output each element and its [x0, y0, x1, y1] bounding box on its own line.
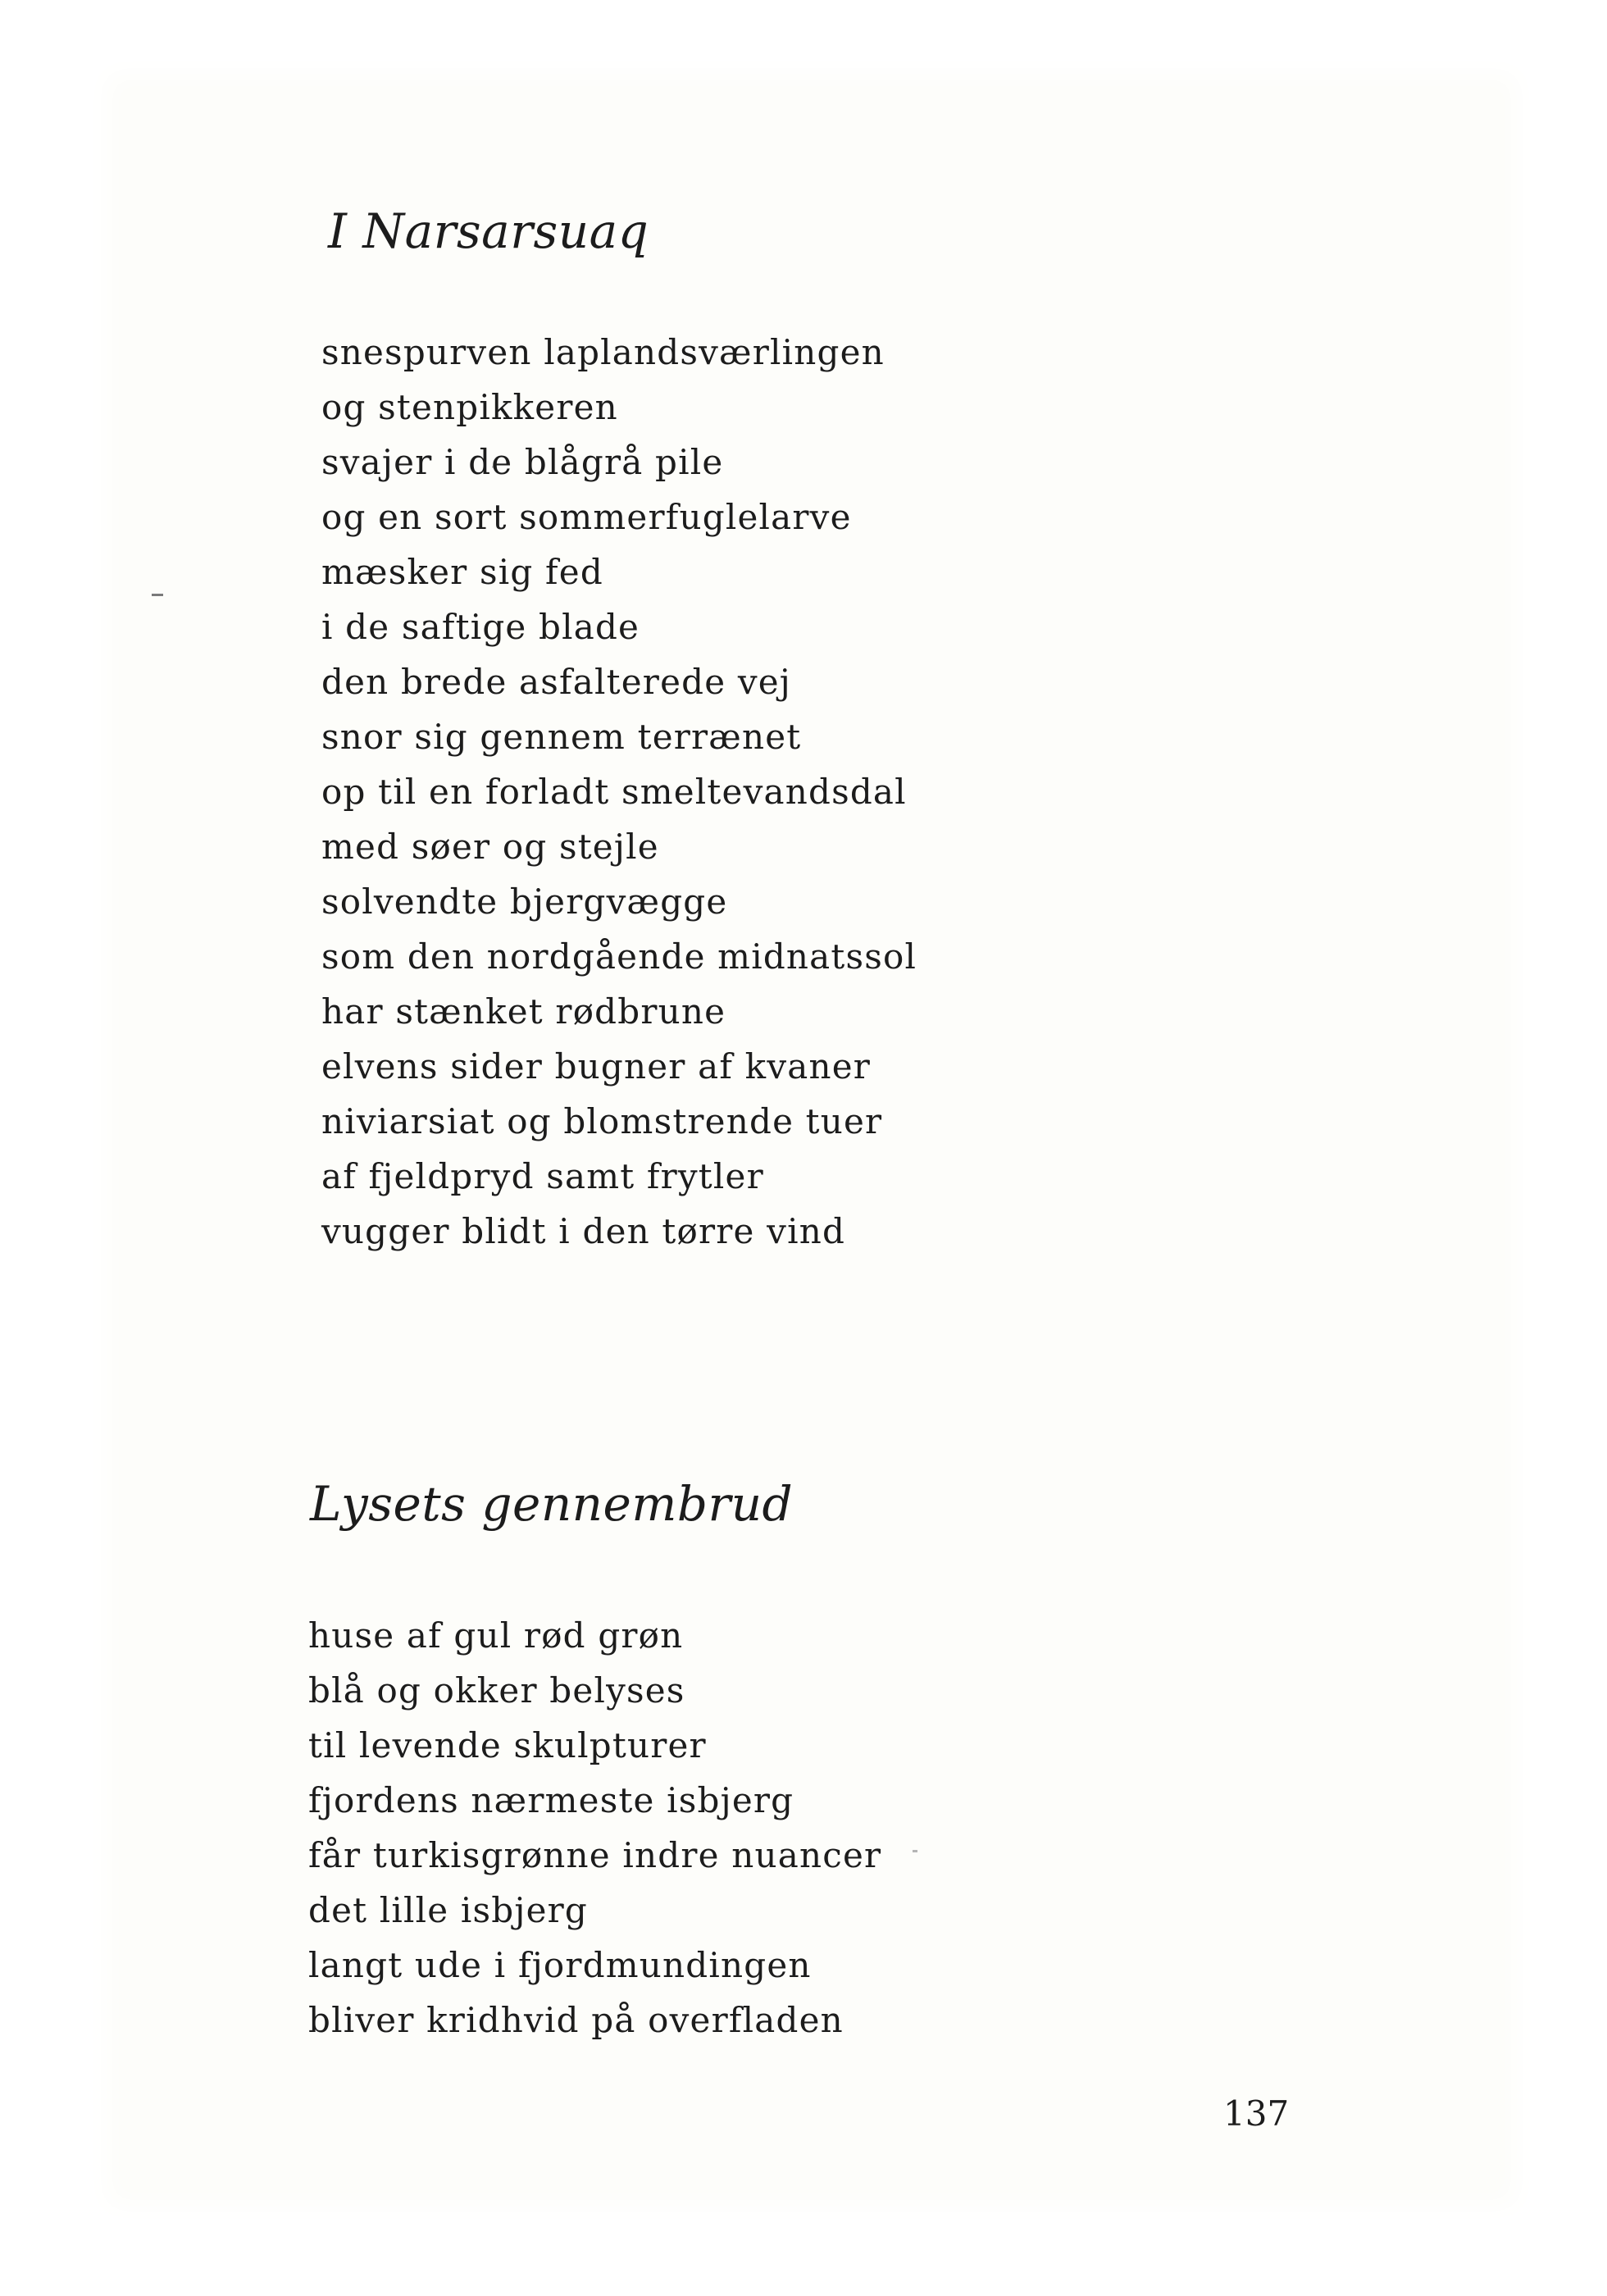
poem-lysets-gennembrud — [310, 1476, 881, 2048]
poem-line: solvendte bjergvægge — [321, 882, 728, 922]
poem-line: snor sig gennem terrænet — [321, 717, 802, 757]
poem-line: svajer i de blågrå pile — [321, 442, 724, 482]
poem-line: bliver kridhvid på overfladen — [308, 2000, 844, 2040]
poem-line: får turkisgrønne indre nuancer — [308, 1835, 882, 1875]
poem-lines — [321, 325, 917, 1259]
poem-line: huse af gul rød grøn — [308, 1615, 684, 1656]
poem-line: langt ude i fjordmundingen — [308, 1945, 812, 1985]
poem-line: vugger blidt i den tørre vind — [321, 1211, 846, 1251]
poem-line: blå og okker belyses — [308, 1670, 685, 1711]
poem-line: og stenpikkeren — [321, 387, 618, 427]
poem-line: fjordens nærmeste isbjerg — [308, 1780, 794, 1820]
poem-line: har stænket rødbrune — [321, 991, 726, 1032]
poem-line: det lille isbjerg — [308, 1890, 589, 1930]
scan-speck — [152, 594, 163, 596]
poem-title: I Narsarsuaq — [328, 203, 649, 259]
poem-line: som den nordgående midnatssol — [321, 936, 917, 977]
poem-line: den brede asfalterede vej — [321, 662, 792, 702]
poem-lines — [308, 1608, 881, 2048]
poem-line: af fjeldpryd samt frytler — [321, 1156, 764, 1196]
poem-line: op til en forladt smeltevandsdal — [321, 772, 907, 812]
scan-speck — [913, 1850, 917, 1852]
poem-line: og en sort sommerfuglelarve — [321, 497, 852, 537]
poem-line: til levende skulpturer — [308, 1725, 707, 1765]
poem-line: snespurven laplandsværlingen — [321, 332, 885, 372]
poem-line: mæsker sig fed — [321, 552, 603, 592]
page-number: 137 — [1223, 2093, 1290, 2134]
poem-line: elvens sider bugner af kvaner — [321, 1046, 872, 1086]
poem-line: niviarsiat og blomstrende tuer — [321, 1101, 883, 1141]
poem-line: i de saftige blade — [321, 607, 640, 647]
poem-title: Lysets gennembrud — [310, 1476, 794, 1532]
poem-i-narsarsuaq — [321, 203, 917, 1259]
poem-line: med søer og stejle — [321, 827, 659, 867]
